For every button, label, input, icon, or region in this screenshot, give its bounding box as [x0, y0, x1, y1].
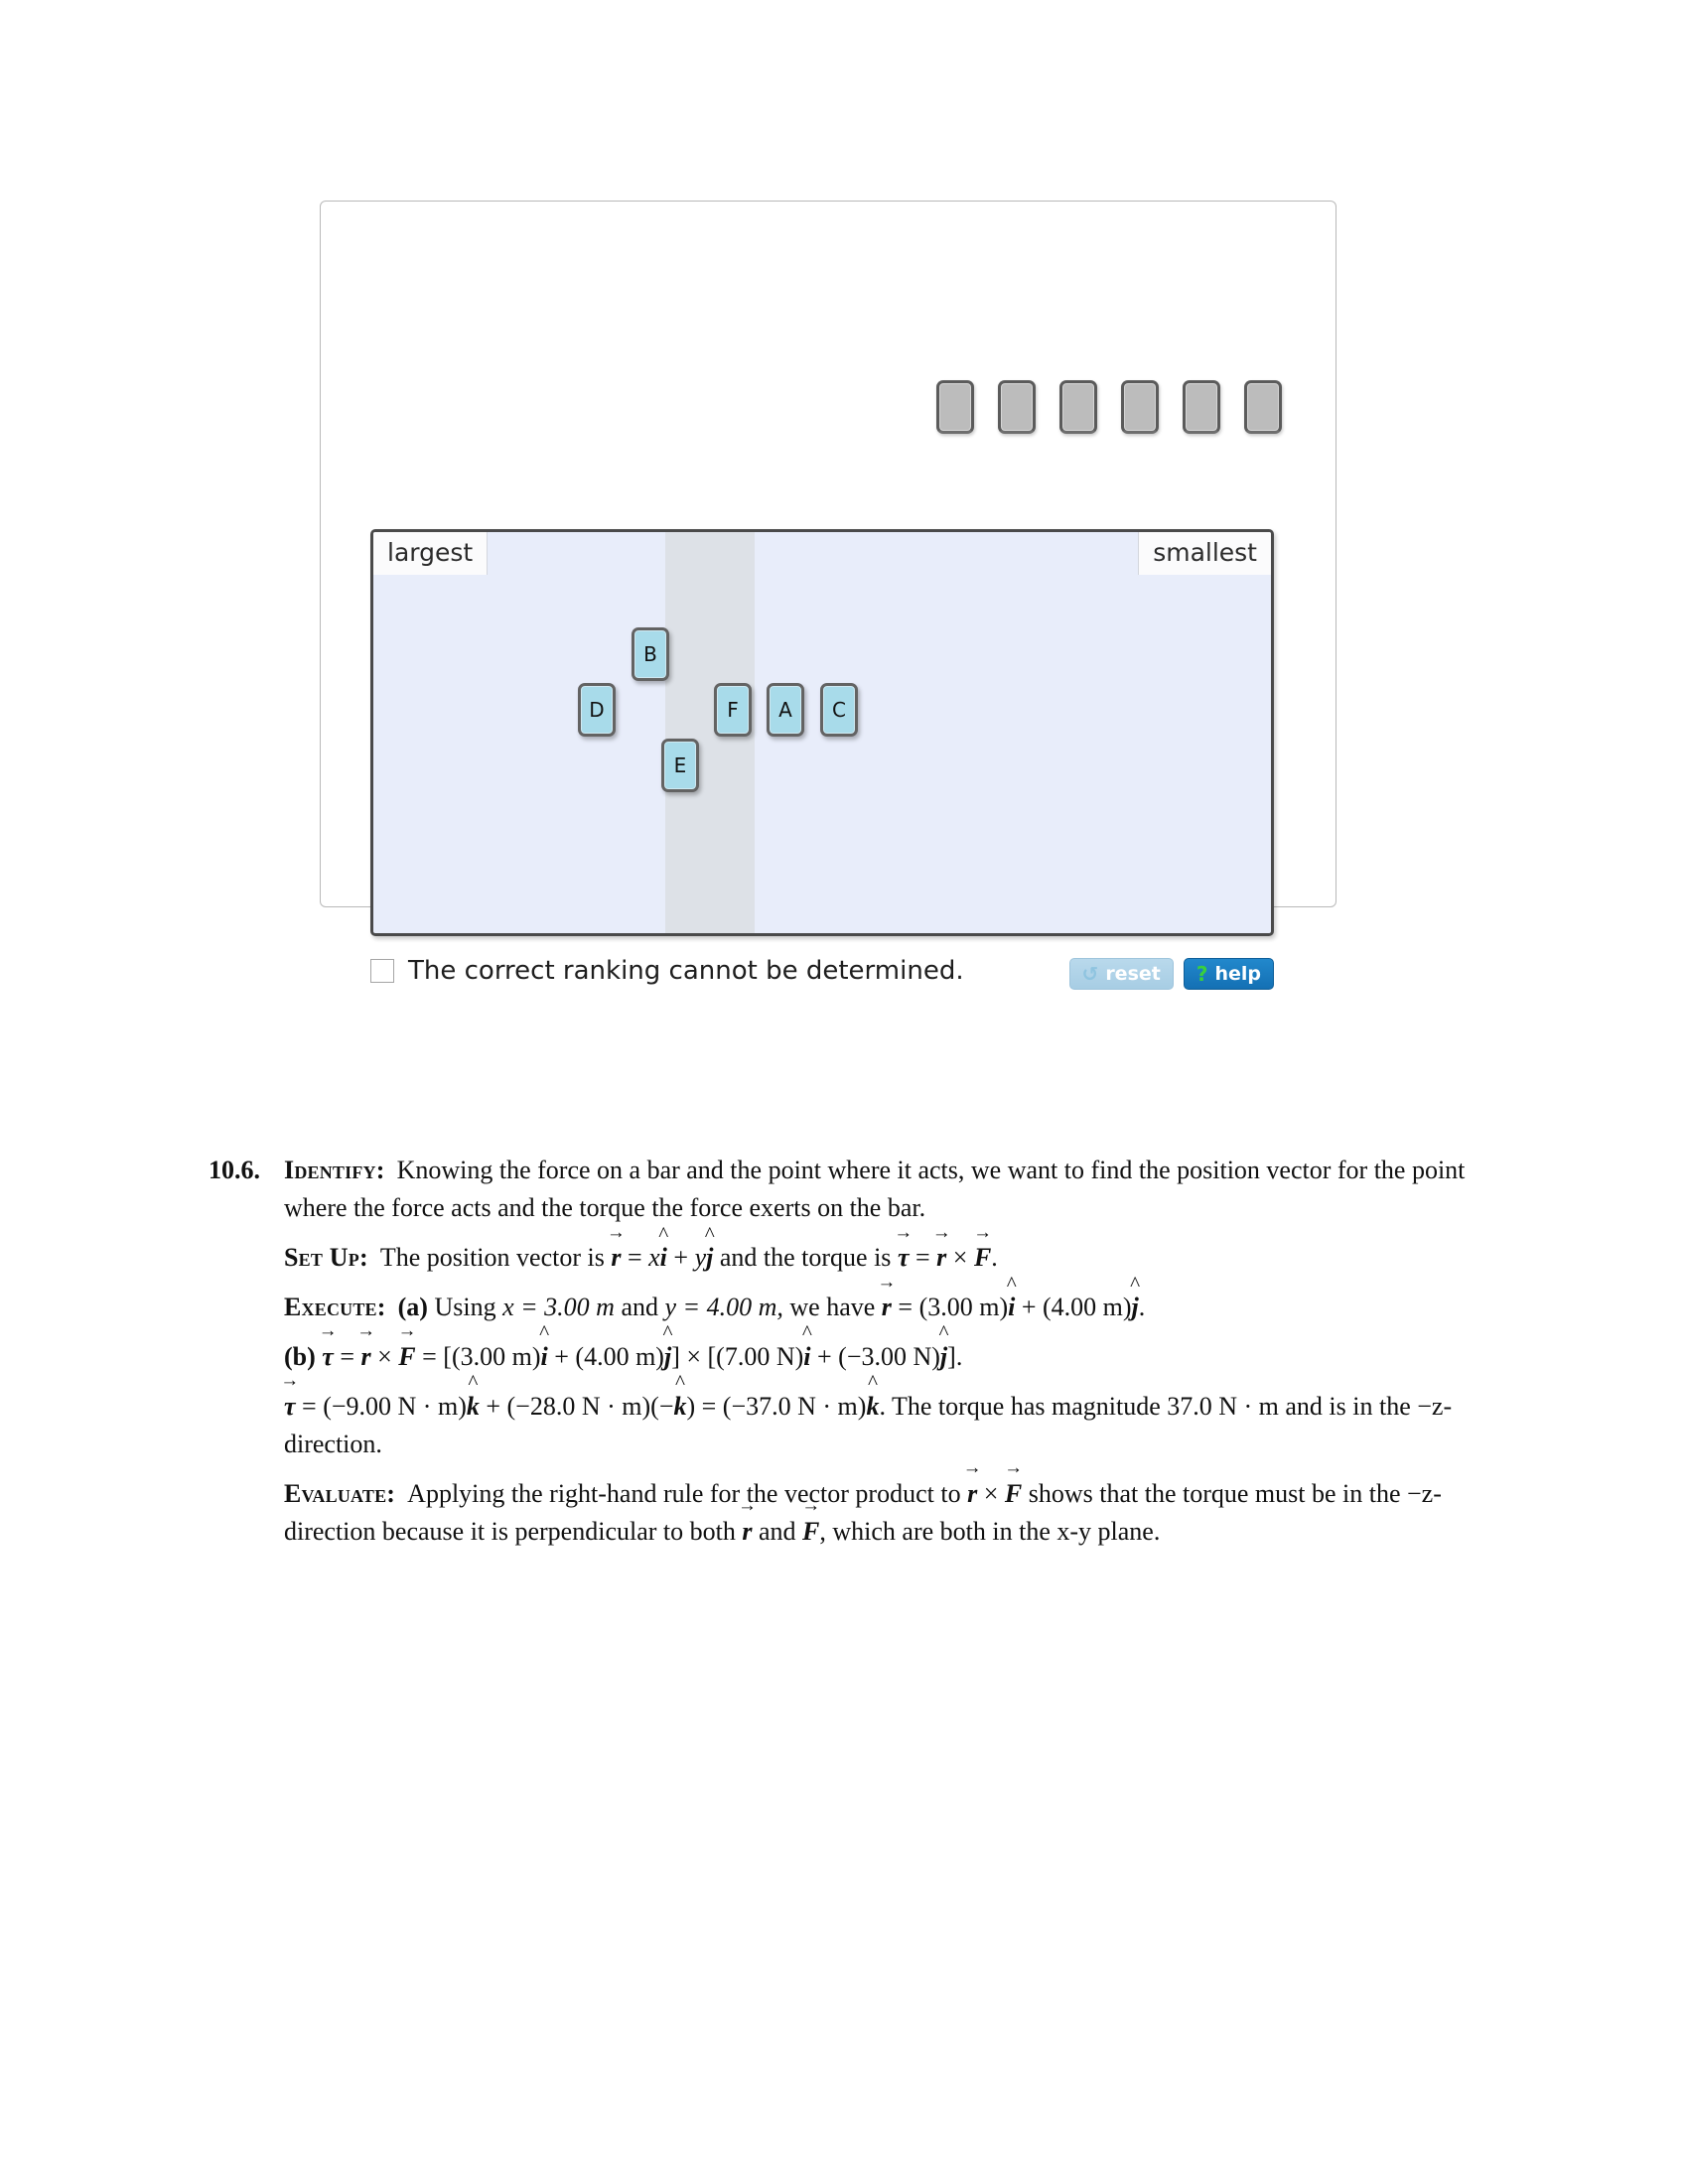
- identify-heading: Identify:: [284, 1156, 385, 1184]
- action-buttons: [1069, 958, 1274, 990]
- setup-equation-1: r → = xi ^ + yj ^: [611, 1243, 713, 1272]
- empty-slot-tile[interactable]: [936, 380, 974, 434]
- evaluate-f-vector: F →: [802, 1513, 819, 1551]
- evaluate-equation: r → × F →: [967, 1479, 1022, 1508]
- ranking-drop-field[interactable]: [370, 529, 1274, 936]
- empty-slot-tile[interactable]: [1121, 380, 1159, 434]
- reset-button[interactable]: [1069, 958, 1174, 990]
- letter-tile-e[interactable]: E: [661, 739, 699, 792]
- execute-part-b-label: (b): [284, 1341, 316, 1371]
- execute-part-a-x: x = 3.00 m: [502, 1292, 615, 1321]
- ranking-task-card: [320, 201, 1336, 986]
- setup-paragraph: Set Up: The position vector is r → = xi ^ + yj ^ and the torque is τ → = r → × F →.: [284, 1239, 1470, 1277]
- help-button[interactable]: [1184, 958, 1274, 990]
- evaluate-text-1: Applying the right-hand rule for the vector product to: [407, 1478, 961, 1508]
- rank-label-smallest: smallest: [1138, 532, 1271, 575]
- execute-part-a-and: and: [621, 1292, 658, 1321]
- execute-paragraph-a: [284, 1289, 1470, 1326]
- letter-tile-a[interactable]: A: [767, 683, 804, 737]
- torque-equation: τ → = (−9.00 N · m)k ^ + (−28.0 N · m)(−k ^) = (−37.0 N · m)k ^.: [284, 1392, 886, 1421]
- execute-part-a-text-2: we have: [789, 1292, 876, 1321]
- execute-part-a-text-1: Using: [434, 1292, 496, 1321]
- execute-part-a-label: (a): [397, 1292, 428, 1321]
- evaluate-heading: Evaluate:: [284, 1478, 396, 1508]
- evaluate-r-vector: r →: [742, 1513, 752, 1551]
- cannot-determine-row[interactable]: [370, 956, 964, 986]
- setup-equation-2: τ → = r → × F →: [898, 1243, 991, 1272]
- solution-body: [284, 1152, 1470, 1551]
- identify-text: Knowing the force on a bar and the point where it acts, we want to find the position vector for the point where the force acts and the torque the force exerts on the bar.: [284, 1156, 1466, 1222]
- reset-button-label: reset: [1105, 963, 1161, 985]
- setup-heading: Set Up:: [284, 1242, 368, 1272]
- ranking-bottom-row: [370, 956, 1274, 1002]
- empty-slot-tile[interactable]: [1183, 380, 1220, 434]
- help-button-label: help: [1214, 963, 1261, 985]
- execute-part-a-result: r → = (3.00 m)i ^ + (4.00 m)j ^.: [882, 1293, 1146, 1321]
- empty-slot-tile[interactable]: [1059, 380, 1097, 434]
- empty-slot-tile[interactable]: [1244, 380, 1282, 434]
- letter-tile-b[interactable]: B: [632, 627, 669, 681]
- letter-tile-d[interactable]: D: [578, 683, 616, 737]
- refresh-icon: ↺: [1081, 962, 1099, 986]
- solution-number: 10.6.: [209, 1156, 260, 1184]
- empty-slot-tile[interactable]: [998, 380, 1036, 434]
- evaluate-text-3: which are both in the x-y plane.: [832, 1516, 1161, 1546]
- identify-paragraph: [284, 1152, 1470, 1227]
- evaluate-and: and: [758, 1516, 796, 1546]
- cannot-determine-checkbox[interactable]: [370, 959, 394, 983]
- execute-heading: Execute:: [284, 1292, 386, 1321]
- torque-paragraph: [284, 1388, 1470, 1463]
- evaluate-paragraph: Evaluate: Applying the right-hand rule for the vector product to r → × F → shows that the torque must be in the −z-direction because it is perpendicular to both r → and F →, which are both in the x-y plane.: [284, 1475, 1470, 1551]
- torque-text: The torque has magnitude 37.0 N · m and is in the −z-direction.: [284, 1391, 1453, 1458]
- rank-label-largest: largest: [373, 532, 488, 575]
- letter-tile-f[interactable]: F: [714, 683, 752, 737]
- execute-part-b-equation: τ → = r → × F → = [(3.00 m)i ^ + (4.00 m)j ^] × [(7.00 N)i ^ + (−3.00 N)j ^].: [322, 1342, 962, 1371]
- execute-part-a-y: y = 4.00 m,: [664, 1292, 783, 1321]
- evaluate-text-2: shows that the torque must be in the −z-direction because it is perpendicular to both: [284, 1478, 1442, 1546]
- slot-row: [936, 380, 1282, 434]
- solution-block: [209, 1152, 1470, 1563]
- letter-tile-c[interactable]: C: [820, 683, 858, 737]
- setup-text-1: The position vector is: [379, 1242, 605, 1272]
- cannot-determine-label: The correct ranking cannot be determined.: [408, 956, 964, 986]
- setup-text-2: and the torque is: [719, 1242, 892, 1272]
- question-mark-icon: ?: [1196, 962, 1208, 986]
